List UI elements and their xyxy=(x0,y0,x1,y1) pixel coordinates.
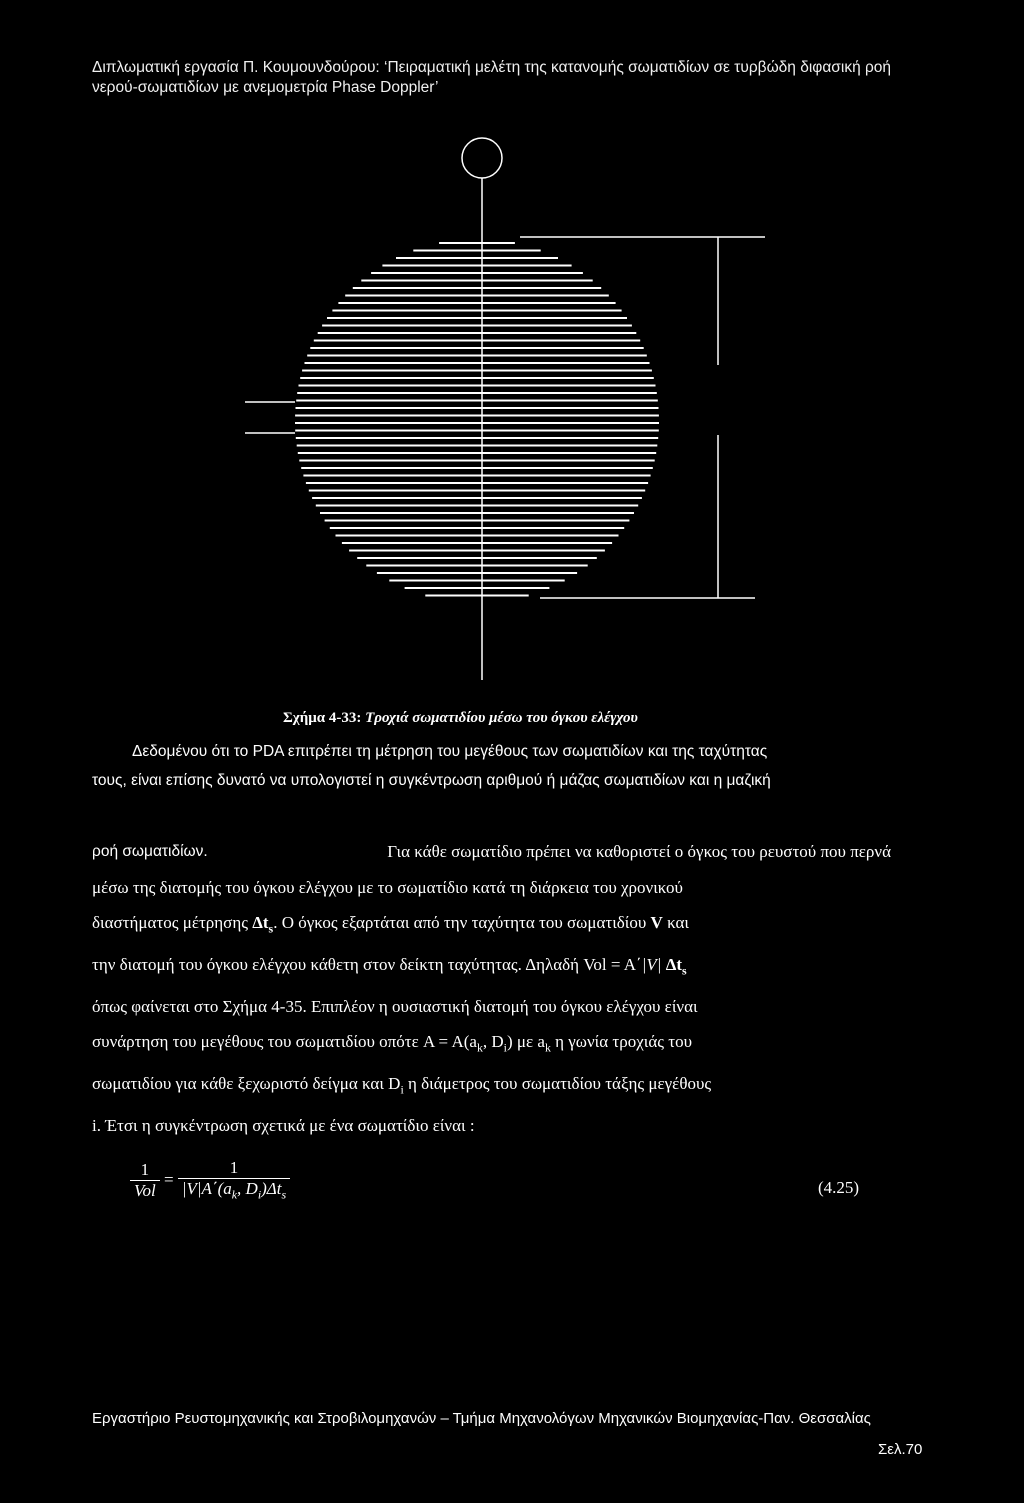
lhs-numerator: 1 xyxy=(140,1159,150,1179)
delta-t-symbol-2: Δt xyxy=(665,954,683,974)
p2-line-6-b: , D xyxy=(482,1032,504,1052)
sub-k: k xyxy=(476,1040,483,1055)
rhs-den-c: )Δt xyxy=(261,1179,282,1198)
p2-line-8: i. Έτσι η συγκέντρωση σχετικά με ένα σωματίδιο είναι : xyxy=(92,1116,475,1136)
p2-line-1 xyxy=(92,834,891,870)
rhs-sub-i: i xyxy=(257,1187,262,1202)
delta-t-sub-2: s xyxy=(682,963,687,978)
p1-line-1: Δεδομένου ότι το PDA επιτρέπει τη μέτρηση του μεγέθους των σωματιδίων και της ταχύτητας xyxy=(132,743,768,760)
lhs-denominator: Vol xyxy=(130,1180,160,1201)
page-footer: Εργαστήριο Ρευστομηχανικής και Στροβιλομηχανών – Τμήμα Μηχανολόγων Μηχανικών Βιομηχανίας-Παν. Θεσσαλίας xyxy=(92,1410,871,1427)
caption-label: Σχήμα 4-33: xyxy=(283,710,362,726)
p2-line-2 xyxy=(92,870,891,906)
p2-line-6-d: η γωνία τροχιάς του xyxy=(555,1032,692,1052)
header-line-2: νερού-σωματιδίων με ανεμομετρία Phase Doppler’ xyxy=(92,79,439,96)
sphere-stripes xyxy=(295,243,659,596)
p2-line-3-a: διαστήματος μέτρησης xyxy=(92,913,248,932)
particle-circle xyxy=(462,138,502,178)
header-line-1: Διπλωματική εργασία Π. Κουμουνδούρου: ‘Πειραματική μελέτη της κατανομής σωματιδίων σε τυρβώδη διφασική ροή xyxy=(92,59,892,76)
p2-line-7-a: σωματιδίου για κάθε ξεχωριστό δείγμα και D xyxy=(92,1074,401,1094)
p2-line-3-b: . Ο όγκος εξαρτάται από την ταχύτητα του σωματιδίου xyxy=(273,913,647,932)
rhs-den-b: , D xyxy=(237,1179,258,1198)
sub-i: i xyxy=(503,1040,507,1055)
delta-t-sub: s xyxy=(268,921,274,936)
rhs-numerator: 1 xyxy=(229,1158,239,1177)
p2-line-3 xyxy=(92,905,892,947)
p2-line-7-b: η διάμετρος του σωματιδίου τάξης μεγέθους xyxy=(408,1074,712,1094)
rhs-fraction xyxy=(178,1158,290,1202)
p1-line-2: τους, είναι επίσης δυνατό να υπολογιστεί η συγκέντρωση αριθμού ή μάζας σωματιδίων και η μαζική xyxy=(92,772,771,789)
figure-caption xyxy=(283,710,638,727)
rhs-sub-s: s xyxy=(281,1187,287,1202)
equals-sign: = xyxy=(163,1170,174,1190)
equation-number: (4.25) xyxy=(818,1178,860,1197)
p2-line-6-c: ) με a xyxy=(506,1032,545,1052)
p2-line-6-a: συνάρτηση του μεγέθους του σωματιδίου οπότε A = A(a xyxy=(92,1032,477,1052)
control-volume-figure xyxy=(0,0,1024,700)
page-number: Σελ.70 xyxy=(878,1441,923,1458)
p2-line-7 xyxy=(92,1066,892,1108)
p2-line-1-rest: Για κάθε σωματίδιο πρέπει να καθοριστεί ο όγκος του ρευστού που περνά xyxy=(387,842,891,861)
sub-k-2: k xyxy=(544,1040,551,1055)
lhs-fraction xyxy=(130,1160,160,1201)
abs-velocity: |V| xyxy=(641,954,662,974)
rhs-denominator xyxy=(178,1178,290,1202)
p2-line-3-c: και xyxy=(667,913,689,932)
rhs-sub-k: k xyxy=(231,1187,238,1202)
p2-line-2-text: μέσω της διατομής του όγκου ελέγχου με το σωματίδιο κατά τη διάρκεια του χρονικού xyxy=(92,877,683,897)
rhs-den-a: |V|A΄(a xyxy=(181,1179,232,1198)
velocity-symbol: V xyxy=(650,913,663,932)
paragraph-2 xyxy=(92,834,892,1144)
p2-line-4-a: την διατομή του όγκου ελέγχου κάθετη στον δείκτη ταχύτητας. Δηλαδή Vol = A΄ xyxy=(92,954,642,974)
delta-t-symbol: Δt xyxy=(252,913,269,932)
p2-line-5: όπως φαίνεται στο Σχήμα 4-35. Επιπλέον η ουσιαστική διατομή του όγκου ελέγχου είναι xyxy=(92,996,698,1016)
p2-line-4 xyxy=(92,947,892,989)
sub-i-2: i xyxy=(400,1082,404,1097)
caption-text: Τροχιά σωματιδίου μέσω του όγκου ελέγχου xyxy=(365,710,638,726)
equation-4-25 xyxy=(130,1158,290,1202)
p2-line-6 xyxy=(92,1024,892,1066)
paragraph-1 xyxy=(92,737,872,795)
p1-line-3-start: ροή σωματιδίων. xyxy=(92,843,208,860)
